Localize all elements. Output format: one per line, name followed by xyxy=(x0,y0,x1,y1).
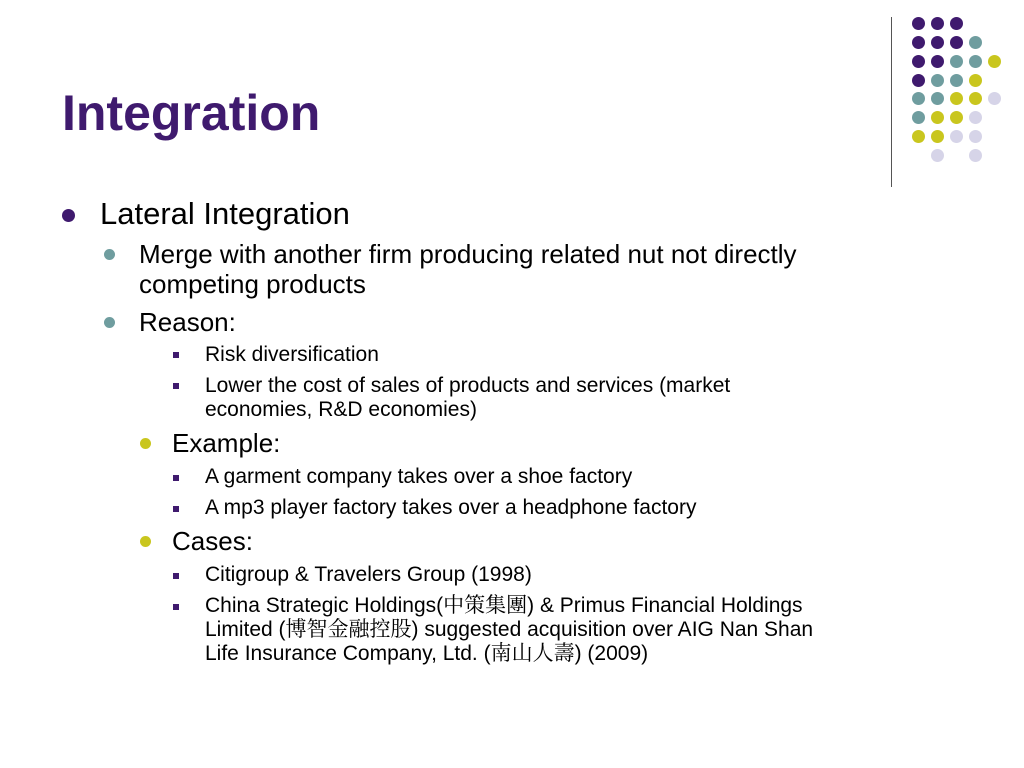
dot xyxy=(931,36,944,49)
dot xyxy=(950,36,963,49)
bullet-reason: Reason: xyxy=(139,307,236,337)
dot xyxy=(969,92,982,105)
bullet-icon xyxy=(62,209,75,222)
dot xyxy=(988,92,1001,105)
bullet-citi: Citigroup & Travelers Group (1998) xyxy=(205,563,532,586)
bullet-icon xyxy=(173,383,179,389)
bullet-icon xyxy=(173,604,179,610)
bullet-merge-line2: competing products xyxy=(139,269,366,299)
dot xyxy=(969,130,982,143)
bullet-lateral-integration: Lateral Integration xyxy=(100,196,350,231)
dot xyxy=(912,55,925,68)
dot xyxy=(950,74,963,87)
bullet-icon xyxy=(173,475,179,481)
dot xyxy=(950,130,963,143)
bullet-cases: Cases: xyxy=(172,526,253,556)
bullet-icon xyxy=(104,317,115,328)
dot xyxy=(950,55,963,68)
dot xyxy=(931,92,944,105)
dot xyxy=(931,55,944,68)
bullet-china-line3: Life Insurance Company, Ltd. (南山人壽) (2009) xyxy=(205,642,649,665)
dot xyxy=(931,149,944,162)
bullet-icon xyxy=(173,352,179,358)
slide-title: Integration xyxy=(62,85,321,141)
bullet-lower-line2: economies, R&D economies) xyxy=(205,398,477,421)
dot xyxy=(912,17,925,30)
dot xyxy=(969,55,982,68)
bullet-mp3: A mp3 player factory takes over a headphone factory xyxy=(205,496,697,519)
dot xyxy=(969,36,982,49)
dot xyxy=(912,36,925,49)
dot xyxy=(931,111,944,124)
bullet-merge-line1: Merge with another firm producing related nut not directly xyxy=(139,239,797,269)
dot xyxy=(912,130,925,143)
bullet-garment: A garment company takes over a shoe factory xyxy=(205,465,633,488)
dot xyxy=(950,92,963,105)
bullet-example: Example: xyxy=(172,428,281,458)
dot xyxy=(912,74,925,87)
dot xyxy=(988,55,1001,68)
dot xyxy=(969,111,982,124)
bullet-icon xyxy=(140,438,151,449)
dot xyxy=(912,92,925,105)
dot xyxy=(969,74,982,87)
bullet-china-line1: China Strategic Holdings(中策集團) & Primus Financial Holdings xyxy=(205,594,803,617)
bullet-risk: Risk diversification xyxy=(205,343,379,366)
dot xyxy=(931,17,944,30)
dot xyxy=(969,149,982,162)
bullet-lower-line1: Lower the cost of sales of products and services (market xyxy=(205,374,731,397)
bullet-icon xyxy=(173,573,179,579)
bullet-icon xyxy=(140,536,151,547)
bullet-icon xyxy=(104,249,115,260)
dot xyxy=(931,74,944,87)
divider-line xyxy=(891,17,892,187)
dot xyxy=(950,111,963,124)
dot xyxy=(931,130,944,143)
bullet-china-line2: Limited (博智金融控股) suggested acquisition over AIG Nan Shan xyxy=(205,618,814,641)
bullet-icon xyxy=(173,506,179,512)
dot xyxy=(912,111,925,124)
dot xyxy=(950,17,963,30)
